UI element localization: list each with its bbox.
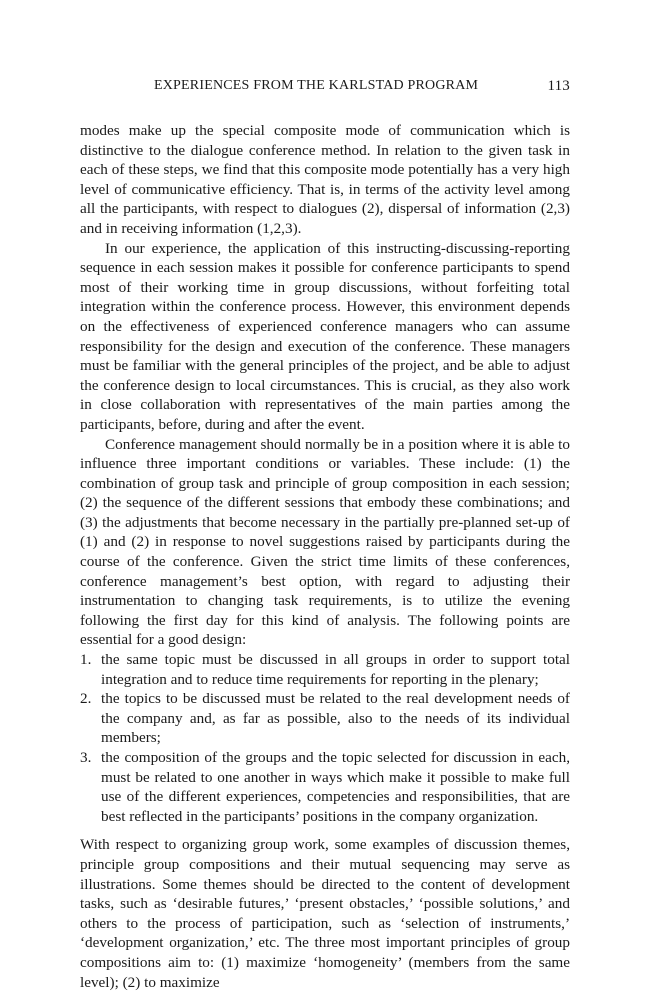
list-item-number: 1. bbox=[80, 651, 92, 669]
running-title: EXPERIENCES FROM THE KARLSTAD PROGRAM bbox=[154, 78, 479, 93]
running-head bbox=[80, 78, 570, 98]
list-item bbox=[80, 748, 570, 826]
body-text bbox=[80, 121, 570, 992]
list-item-number: 2. bbox=[80, 690, 92, 708]
list-item-text: the same topic must be discussed in all groups in order to support total integration and to reduce time requirements for reporting in the plenary; bbox=[101, 651, 570, 688]
paragraph: Conference management should normally be in a position where it is able to influence three important conditions or variables. These include: (1) the combination of group task and principle of group composition in each session; (2) the sequence of the different sessions that embody these combinations; and (3) the adjustments that become necessary in the partially pre-planned set-up of (1) and (2) in response to novel suggestions raised by participants during the course of the conference. Given the strict time limits of these conferences, conference management’s best option, with regard to adjusting their instrumentation to changing task requirements, is to utilize the evening following the first day for this kind of analysis. The following points are essential for a good design: bbox=[80, 435, 570, 649]
page-number: 113 bbox=[547, 78, 570, 94]
list-item bbox=[80, 650, 570, 689]
paragraph: modes make up the special composite mode of communication which is distinctive to the dialogue conference method. In relation to the given task in each of these steps, we find that this composite mode potentially has a very high level of communicative efficiency. That is, in terms of the activity level among all the participants, with respect to dialogues (2), dispersal of information (2,3) and in receiving information (1,2,3). bbox=[80, 122, 570, 237]
paragraph: With respect to organizing group work, some examples of discussion themes, principle group compositions and their mutual sequencing may serve as illustrations. Some themes should be directed to the content of development tasks, such as ‘desirable futures,’ ‘present obstacles,’ ‘possible solutions,’ and others to the process of participation, such as ‘selection of instruments,’ ‘development organization,’ etc. The three most important principles of group compositions aim to: (1) maximize ‘homogeneity’ (members from the same level); (2) to maximize bbox=[80, 836, 570, 991]
design-points-list bbox=[80, 650, 570, 826]
list-item-number: 3. bbox=[80, 749, 92, 766]
list-item bbox=[80, 689, 570, 748]
list-item-text: the composition of the groups and the topic selected for discussion in each, must be related to one another in ways which make it possible to make full use of the different experiences, competencies and responsibilities, that are best reflected in the participants’ positions in the company organization. bbox=[101, 749, 570, 825]
paragraph: In our experience, the application of this instructing-discussing-reporting sequence in each session makes it possible for conference participants to spend most of their working time in group discussions, without forfeiting total integration within the conference process. However, this environment depends on the effectiveness of experienced conference managers who can assume responsibility for the design and execution of the conference. These managers must be familiar with the general principles of the project, and be able to adjust the conference design to local circumstances. This is crucial, as they also work in close collaboration with representatives of the main parties among the participants, before, during and after the event. bbox=[80, 239, 570, 433]
list-item-text: the topics to be discussed must be related to the real development needs of the company and, as far as possible, also to the needs of its individual members; bbox=[101, 690, 570, 747]
